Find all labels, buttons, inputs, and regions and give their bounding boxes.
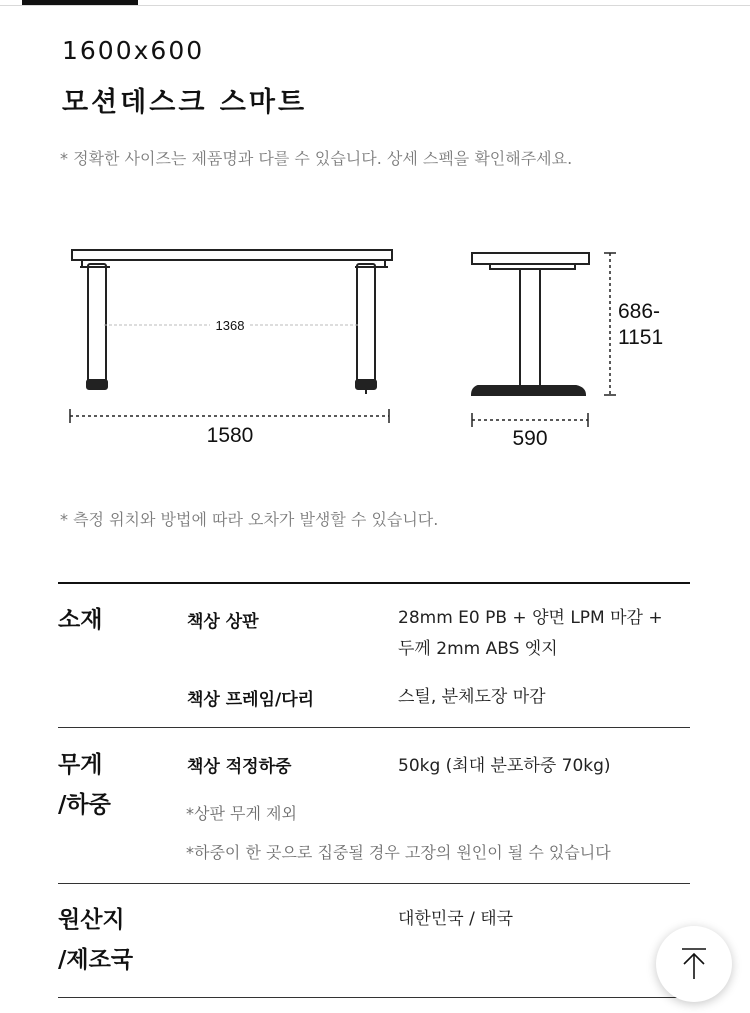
- desk-top-label: 책상 상판: [187, 612, 259, 632]
- spec-row-divider: [58, 727, 690, 728]
- active-tab-indicator: [22, 0, 138, 5]
- depth-label: 590: [512, 427, 548, 450]
- desk-dimension-diagram: [0, 220, 750, 460]
- product-size: 1600x600: [62, 36, 205, 65]
- height-range-label-line2: 1151: [618, 326, 664, 349]
- origin-category-line2: /제조국: [58, 947, 134, 973]
- weight-category-line2: /하중: [58, 792, 111, 818]
- load-note-2: *하중이 한 곳으로 집중될 경우 고장의 원인이 될 수 있습니다: [186, 843, 611, 862]
- origin-category-line1: 원산지: [58, 907, 125, 933]
- material-category: 소재: [58, 607, 103, 633]
- load-label: 책상 적정하중: [187, 757, 292, 777]
- spec-table-top-rule: [58, 582, 690, 584]
- measure-note: * 측정 위치와 방법에 따라 오차가 발생할 수 있습니다.: [60, 510, 439, 529]
- product-title: 모션데스크 스마트: [62, 87, 308, 118]
- load-value: 50kg (최대 분포하중 70kg): [398, 756, 611, 776]
- desk-top-value-line1: 28mm E0 PB + 양면 LPM 마감 +: [398, 608, 663, 628]
- desk-frame-value: 스틸, 분체도장 마감: [398, 687, 546, 707]
- spec-row-divider: [58, 883, 690, 884]
- desk-top-value-line2: 두께 2mm ABS 엣지: [398, 639, 558, 659]
- weight-category-line1: 무게: [58, 752, 103, 778]
- spec-table-bottom-rule: [58, 997, 690, 998]
- desk-side-view-drawing: [472, 253, 589, 395]
- total-width-label: 1580: [206, 424, 254, 447]
- origin-value: 대한민국 / 태국: [398, 909, 514, 929]
- load-note-1: *상판 무게 제외: [186, 804, 297, 823]
- inner-width-label: 1368: [215, 318, 245, 333]
- top-divider: [0, 5, 750, 6]
- size-note: * 정확한 사이즈는 제품명과 다를 수 있습니다. 상세 스펙을 확인해주세요.: [60, 149, 573, 168]
- arrow-up-icon: [679, 947, 709, 981]
- desk-frame-label: 책상 프레임/다리: [187, 690, 315, 710]
- scroll-to-top-button[interactable]: [656, 926, 732, 1002]
- height-range-label-line1: 686-: [618, 300, 661, 323]
